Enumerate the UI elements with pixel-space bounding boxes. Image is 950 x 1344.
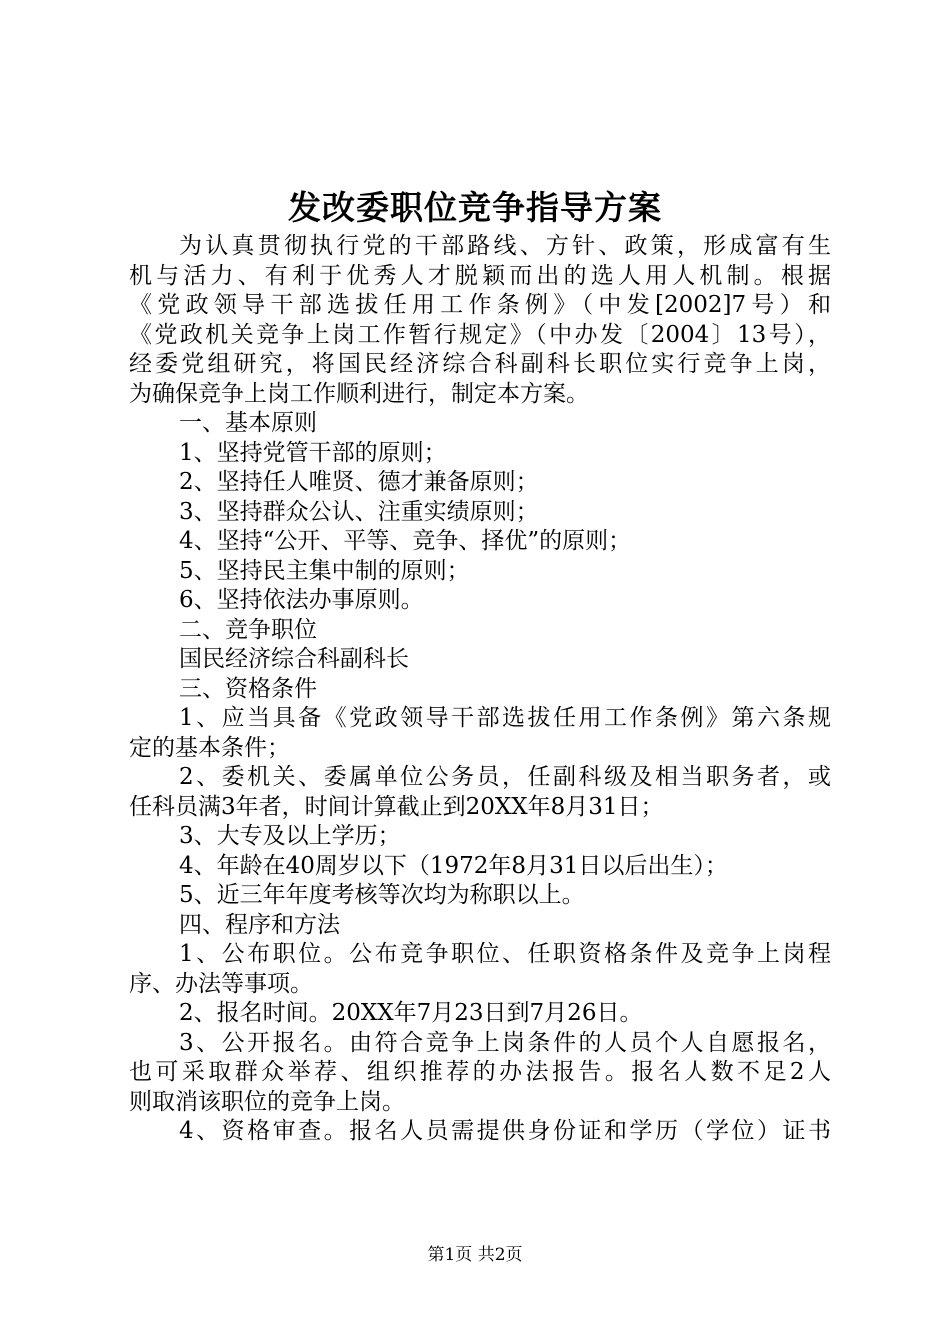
text-line: 3、公开报名。由符合竞争上岗条件的人员个人自愿报名， (179, 1029, 831, 1056)
text-line: 4、年龄在40周岁以下（1972年8月31日以后出生）； (179, 852, 728, 879)
text-line: 定的基本条件； (129, 734, 290, 761)
text-line: 1、应当具备《党政领导干部选拔任用工作条例》第六条规 (179, 705, 831, 731)
text-line: 2、报名时间。20XX年7月23日到7月26日。 (179, 1000, 643, 1026)
text-line: 1、公布职位。公布竞争职位、任职资格条件及竞争上岗程 (179, 941, 831, 967)
text-line: 二、竞争职位 (179, 616, 317, 643)
text-line: 4、坚持“公开、平等、竞争、择优”的原则； (179, 528, 632, 554)
text-line: 也可采取群众举荐、组织推荐的办法报告。报名人数不足2人 (129, 1059, 831, 1085)
text-line: 三、资格条件 (179, 675, 317, 702)
document-title: 发改委职位竞争指导方案 (288, 188, 662, 227)
text-line: 2、坚持任人唯贤、德才兼备原则； (179, 469, 539, 495)
text-line: 序、办法等事项。 (129, 970, 313, 997)
text-line: 1、坚持党管干部的原则； (179, 439, 447, 466)
text-line: 《党政机关竞争上岗工作暂行规定》（中办发〔2004〕13号）， (129, 321, 831, 348)
text-line: 机与活力、有利于优秀人才脱颖而出的选人用人机制。根据 (129, 262, 831, 289)
text-line: 3、坚持群众公认、注重实绩原则； (179, 498, 539, 525)
text-line: 国民经济综合科副科长 (179, 646, 409, 672)
text-line: 为认真贯彻执行党的干部路线、方针、政策，形成富有生 (179, 233, 831, 259)
text-line: 一、基本原则 (179, 410, 317, 436)
page-footer: 第1页 共2页 (427, 1245, 523, 1265)
text-line: 5、坚持民主集中制的原则； (179, 557, 470, 584)
text-line: 《党政领导干部选拔任用工作条例》（中发[2002]7号）和 (129, 292, 831, 318)
text-line: 6、坚持依法办事原则。 (179, 587, 424, 613)
text-line: 为确保竞争上岗工作顺利进行，制定本方案。 (129, 380, 589, 407)
text-line: 4、资格审查。报名人员需提供身份证和学历（学位）证书 (179, 1118, 831, 1144)
text-line: 经委党组研究，将国民经济综合科副科长职位实行竞争上岗， (129, 351, 831, 377)
document-body (129, 232, 831, 1147)
text-line: 5、近三年年度考核等次均为称职以上。 (179, 882, 585, 908)
text-line: 则取消该职位的竞争上岗。 (129, 1088, 405, 1115)
text-line: 四、程序和方法 (179, 911, 340, 938)
text-line: 任科员满3年者，时间计算截止到20XX年8月31日； (129, 793, 664, 820)
text-line: 3、大专及以上学历； (179, 823, 401, 849)
text-line: 2、委机关、委属单位公务员，任副科级及相当职务者，或 (179, 764, 831, 790)
